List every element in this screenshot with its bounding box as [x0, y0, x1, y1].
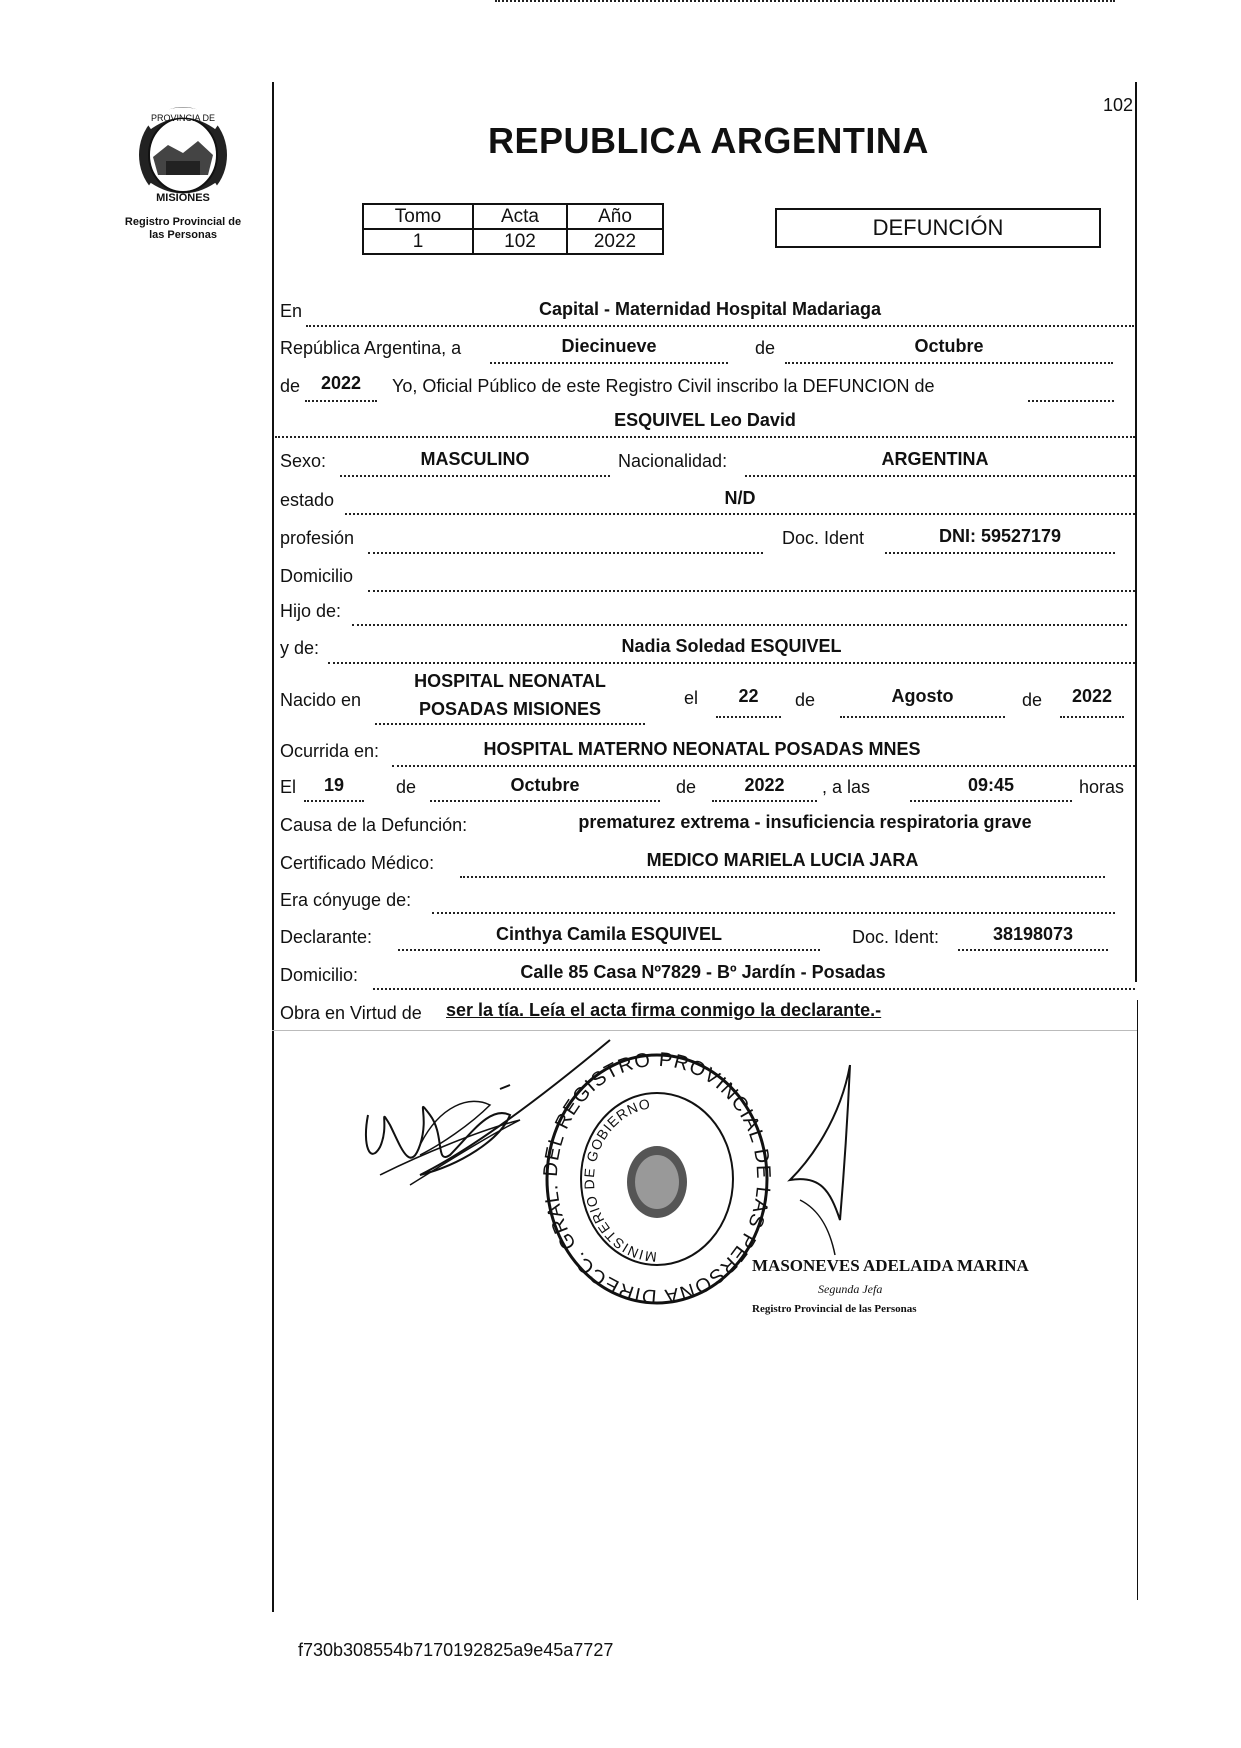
sexo-label: Sexo:: [280, 451, 327, 471]
decl-domicilio: Calle 85 Casa Nº7829 - Bº Jardín - Posadas: [520, 962, 886, 982]
def-year: 2022: [744, 775, 785, 795]
certificado-line: [460, 876, 1105, 878]
right-border-line: [1135, 82, 1137, 982]
nac-de-label-2: de: [1022, 690, 1043, 710]
conyuge-line: [432, 912, 1115, 914]
obra-label: Obra en Virtud de: [280, 1003, 422, 1023]
nacionalidad: ARGENTINA: [881, 449, 989, 469]
def-de-label-1: de: [396, 777, 417, 797]
hora-line: [910, 800, 1072, 802]
page-number: 102: [1103, 95, 1134, 115]
en-line: [306, 325, 1134, 327]
declarante: Cinthya Camila ESQUIVEL: [495, 924, 723, 944]
nacido-label: Nacido en: [280, 690, 362, 710]
declarante-label: Declarante:: [280, 927, 373, 947]
hijo-line: [352, 624, 1127, 626]
estado-line: [345, 513, 1135, 515]
ocurrida-label: Ocurrida en:: [280, 741, 380, 761]
nac-month: Agosto: [891, 686, 954, 706]
hijo-label: Hijo de:: [280, 601, 342, 621]
nac-day-line: [716, 716, 781, 718]
nacionalidad-line: [745, 475, 1135, 477]
nacionalidad-label: Nacionalidad:: [618, 451, 728, 471]
day-word: Diecinueve: [561, 336, 657, 356]
def-day-line: [304, 800, 364, 802]
decl-domicilio-line: [373, 988, 1135, 990]
acta-label: Acta: [473, 204, 567, 229]
causa-line: [495, 0, 1115, 2]
de-label-2: de: [280, 376, 301, 396]
signer-role: Segunda Jefa: [818, 1282, 883, 1296]
official-stamp: [542, 1052, 772, 1310]
de-label-1: de: [755, 338, 776, 358]
declarante-line: [398, 949, 820, 951]
sexo: MASCULINO: [420, 449, 530, 469]
page-title: REPUBLICA ARGENTINA: [488, 120, 929, 161]
tomo-label: Tomo: [363, 204, 473, 229]
doc-ident: DNI: 59527179: [938, 526, 1062, 546]
registry-table: [362, 203, 664, 255]
nac-de-label-1: de: [795, 690, 816, 710]
def-year-line: [712, 800, 817, 802]
ocurrida: HOSPITAL MATERNO NEONATAL POSADAS MNES: [483, 739, 921, 759]
record-type-box: DEFUNCIÓN: [775, 208, 1101, 248]
right-border-line-lower: [1137, 1000, 1138, 1600]
sexo-line: [340, 475, 610, 477]
anio-label: Año: [567, 204, 663, 229]
stamp-outer-text: DIRECC. GRAL. DEL REGISTRO PROVINCIAL DE LAS PERSONA: [542, 1052, 772, 1308]
doc-ident-label: Doc. Ident: [782, 528, 865, 548]
certificado-label: Certificado Médico:: [280, 853, 435, 873]
estado: N/D: [724, 488, 756, 508]
deceased-name: ESQUIVEL Leo David: [614, 410, 796, 430]
logo-text-bottom: MISIONES: [156, 192, 210, 204]
signer-office: Registro Provincial de las Personas: [752, 1303, 917, 1315]
def-month-line: [430, 800, 660, 802]
def-de-label-2: de: [676, 777, 697, 797]
el2-label: El: [280, 777, 297, 797]
document-hash: f730b308554b7170192825a9e45a7727: [298, 1640, 614, 1660]
profesion-line: [368, 552, 763, 554]
causa-label: Causa de la Defunción:: [280, 815, 468, 835]
nacido-line1: HOSPITAL NEONATAL: [414, 671, 606, 691]
horas-label: horas: [1079, 777, 1125, 797]
nacido-line2: POSADAS MISIONES: [418, 699, 602, 719]
official-signature: [770, 1060, 890, 1260]
certificado: MEDICO MARIELA LUCIA JARA: [646, 850, 919, 870]
yo-text: Yo, Oficial Público de este Registro Civil inscribo la DEFUNCION de: [392, 376, 935, 396]
def-day: 19: [323, 775, 345, 795]
el-label: el: [684, 688, 699, 708]
obra-divider: [272, 1030, 1137, 1031]
a-las-label: , a las: [822, 777, 871, 797]
left-border-line: [272, 82, 274, 1612]
logo-caption-line1: Registro Provincial de: [124, 216, 242, 228]
conyuge-label: Era cónyuge de:: [280, 890, 412, 910]
ocurrida-line: [392, 765, 1135, 767]
hora: 09:45: [967, 775, 1015, 795]
month: Octubre: [914, 336, 984, 356]
republica-label: República Argentina, a: [280, 338, 462, 358]
tomo-value: 1: [363, 229, 473, 254]
yo-line: [1028, 400, 1114, 402]
name-line: [275, 436, 1135, 438]
madre: Nadia Soledad ESQUIVEL: [621, 636, 842, 656]
obra: ser la tía. Leía el acta firma conmigo la declarante.-: [446, 1000, 882, 1020]
year-line: [305, 400, 377, 402]
estado-label: estado: [280, 490, 335, 510]
en-value: Capital - Maternidad Hospital Madariaga: [538, 299, 882, 319]
nac-day: 22: [738, 686, 759, 706]
signer-name: MASONEVES ADELAIDA MARINA: [752, 1256, 1029, 1275]
en-label: En: [280, 301, 303, 321]
yde-label: y de:: [280, 638, 320, 658]
decl-doc-label: Doc. Ident:: [852, 927, 940, 947]
profesion-label: profesión: [280, 528, 355, 548]
doc-ident-line: [885, 552, 1115, 554]
month-line: [785, 362, 1113, 364]
anio-value: 2022: [567, 229, 663, 254]
yde-line: [328, 662, 1135, 664]
stamp-inner-text: MINISTERIO DE GOBIERNO: [580, 1095, 658, 1266]
causa: prematurez extrema - insuficiencia respiratoria grave: [578, 812, 1032, 832]
nacido-line: [375, 723, 645, 725]
logo-caption-line2: las Personas: [149, 229, 217, 241]
def-month: Octubre: [510, 775, 580, 795]
province-logo: [128, 95, 238, 213]
decl-doc-line: [958, 949, 1108, 951]
nac-year: 2022: [1071, 686, 1113, 706]
domicilio-label: Domicilio: [280, 566, 354, 586]
day-line: [490, 362, 728, 364]
decl-domicilio-label: Domicilio:: [280, 965, 359, 985]
nac-year-line: [1060, 716, 1124, 718]
decl-doc: 38198073: [992, 924, 1074, 944]
year: 2022: [320, 373, 362, 393]
nac-month-line: [840, 716, 1005, 718]
logo-caption: [108, 216, 258, 242]
acta-value: 102: [473, 229, 567, 254]
domicilio-line: [368, 590, 1135, 592]
logo-text-top: PROVINCIA DE: [150, 113, 216, 123]
